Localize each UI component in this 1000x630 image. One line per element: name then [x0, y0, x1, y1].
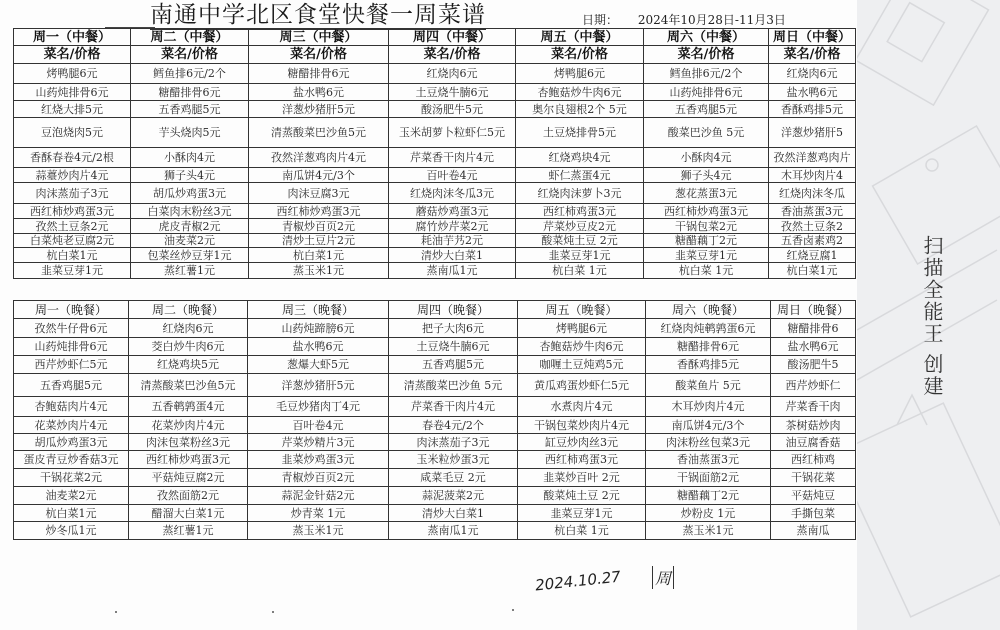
day-header: 周日（晚餐） [771, 301, 856, 319]
day-header: 周二（晚餐） [129, 301, 248, 319]
dish-cell: 糖醋藕丁2元 [646, 487, 771, 505]
dish-cell: 芹菜香干肉片4元 [389, 148, 516, 168]
dish-cell: 香油蒸蛋3元 [646, 451, 771, 469]
date-value: 2024年10月28日-11月3日 [637, 13, 786, 27]
menu-row [14, 505, 856, 522]
scan-speck [272, 611, 274, 613]
dish-cell: 糖醋排骨6元 [131, 84, 249, 101]
dish-cell: 清炒大白菜1 [389, 505, 518, 522]
dish-cell: 南瓜饼4元/3个 [646, 417, 771, 434]
dish-cell: 盐水鸭6元 [249, 84, 389, 101]
dish-cell: 清蒸酸菜巴沙鱼5元 [129, 374, 248, 397]
dish-cell: 红烧豆腐1 [769, 248, 856, 263]
column-subheader: 菜名/价格 [389, 46, 516, 64]
dish-cell: 红烧鸡块5元 [129, 356, 248, 374]
dish-cell: 炒粉皮 1元 [646, 505, 771, 522]
dish-cell: 西芹炒虾仁 [771, 374, 856, 397]
dish-cell: 清炒大白菜1 [389, 248, 516, 263]
dish-cell: 西红柿炒鸡蛋3元 [129, 451, 248, 469]
dish-cell: 青椒炒百页2元 [249, 219, 389, 234]
dish-cell: 白菜肉末粉丝3元 [131, 204, 249, 219]
menu-row [14, 64, 856, 84]
menu-row [14, 522, 856, 540]
dish-cell: 油豆腐香菇 [771, 434, 856, 451]
menu-row [14, 397, 856, 417]
dish-cell: 杭白菜 1元 [518, 522, 646, 540]
dish-cell: 茭白炒牛肉6元 [129, 338, 248, 356]
dish-cell: 木耳炒肉片4 [769, 168, 856, 183]
dish-cell: 平菇炖豆腐2元 [129, 469, 248, 487]
dish-cell: 烤鸭腿6元 [518, 319, 646, 338]
dish-cell: 虎皮青椒2元 [131, 219, 249, 234]
dish-cell: 红烧肉炖鹌鹑蛋6元 [646, 319, 771, 338]
dish-cell: 韭菜豆芽1元 [14, 263, 131, 279]
dish-cell: 虾仁蒸蛋4元 [516, 168, 644, 183]
dish-cell: 西红柿鸡蛋3元 [516, 204, 644, 219]
day-header: 周一（晚餐） [14, 301, 129, 319]
dish-cell: 蒜薹炒肉片4元 [14, 168, 131, 183]
day-header: 周四（中餐） [389, 29, 516, 46]
dish-cell: 蒸南瓜1元 [389, 522, 518, 540]
dish-cell: 醋溜大白菜1元 [129, 505, 248, 522]
menu-row [14, 148, 856, 168]
dish-cell: 把子大肉6元 [389, 319, 518, 338]
dish-cell: 香油蒸蛋3元 [769, 204, 856, 219]
dish-cell: 酸菜炖土豆 2元 [518, 487, 646, 505]
column-subheader: 菜名/价格 [131, 46, 249, 64]
dish-cell: 包菜丝炒豆芽1元 [131, 248, 249, 263]
dish-cell: 肉沫蒸茄子3元 [389, 434, 518, 451]
dish-cell: 韭菜豆芽1元 [518, 505, 646, 522]
dish-cell: 葱花蒸蛋3元 [644, 183, 769, 204]
dish-cell: 孜然洋葱鸡肉片4元 [249, 148, 389, 168]
dish-cell: 五香鸡腿5元 [644, 101, 769, 118]
dish-cell: 五香鸡腿5元 [14, 374, 129, 397]
date-range [582, 11, 786, 28]
dish-cell: 南瓜饼4元/3个 [249, 168, 389, 183]
dish-cell: 酸汤肥牛5 [771, 356, 856, 374]
dish-cell: 蒸红薯1元 [131, 263, 249, 279]
dish-cell: 咸菜毛豆 2元 [389, 469, 518, 487]
watermark-text: 扫描全能王 创建 [920, 235, 944, 398]
dish-cell: 西红柿炒鸡蛋3元 [644, 204, 769, 219]
dish-cell: 玉米胡萝卜粒虾仁5元 [389, 118, 516, 148]
dish-cell: 山药炖蹄膀6元 [248, 319, 389, 338]
menu-row [14, 469, 856, 487]
dish-cell: 韭菜炒百叶 2元 [518, 469, 646, 487]
dish-cell: 孜然土豆条2 [769, 219, 856, 234]
menu-row [14, 84, 856, 101]
dish-cell: 清蒸酸菜巴沙鱼 5元 [389, 374, 518, 397]
dish-cell: 香酥鸡排5元 [646, 356, 771, 374]
dish-cell: 蒸玉米1元 [249, 263, 389, 279]
dish-cell: 小酥肉4元 [131, 148, 249, 168]
dish-cell: 百叶卷4元 [248, 417, 389, 434]
dish-cell: 蛋皮青豆炒香菇3元 [14, 451, 129, 469]
dish-cell: 糖醋排骨6元 [646, 338, 771, 356]
dish-cell: 腐竹炒芹菜2元 [389, 219, 516, 234]
dish-cell: 干锅包菜2元 [644, 219, 769, 234]
dish-cell: 孜然面筋2元 [129, 487, 248, 505]
menu-row [14, 168, 856, 183]
dish-cell: 胡瓜炒鸡蛋3元 [131, 183, 249, 204]
dish-cell: 油麦菜2元 [131, 234, 249, 248]
dish-cell: 红烧肉沫冬瓜3元 [389, 183, 516, 204]
dish-cell: 杭白菜1元 [14, 248, 131, 263]
day-header: 周六（中餐） [644, 29, 769, 46]
dish-cell: 蒸南瓜1元 [389, 263, 516, 279]
dish-cell: 洋葱炒猪肝5元 [248, 374, 389, 397]
dish-cell: 黄瓜鸡蛋炒虾仁5元 [518, 374, 646, 397]
dish-cell: 葱爆大虾5元 [248, 356, 389, 374]
dish-cell: 蒜泥菠菜2元 [389, 487, 518, 505]
dish-cell: 红烧肉沫萝卜3元 [516, 183, 644, 204]
dish-cell: 烤鸭腿6元 [14, 64, 131, 84]
dish-cell: 土豆烧牛腩6元 [389, 84, 516, 101]
menu-row [14, 101, 856, 118]
dish-cell: 红烧鸡块4元 [516, 148, 644, 168]
dish-cell: 蒸玉米1元 [248, 522, 389, 540]
dish-cell: 洋葱炒猪肝5 [769, 118, 856, 148]
day-header: 周四（晚餐） [389, 301, 518, 319]
dish-cell: 肉沫包菜粉丝3元 [129, 434, 248, 451]
dish-cell: 孜然土豆条2元 [14, 219, 131, 234]
dish-cell: 杭白菜1元 [769, 263, 856, 279]
dish-cell: 豆泡烧肉5元 [14, 118, 131, 148]
dish-cell: 孜然牛仔骨6元 [14, 319, 129, 338]
dish-cell: 干锅花菜 [771, 469, 856, 487]
dish-cell: 蘑菇炒鸡蛋3元 [389, 204, 516, 219]
dish-cell: 五香鸡腿5元 [131, 101, 249, 118]
menu-row [14, 118, 856, 148]
dish-cell: 芹菜炒精片3元 [248, 434, 389, 451]
dish-cell: 西红柿炒鸡蛋3元 [14, 204, 131, 219]
dish-cell: 酸菜炖土豆 2元 [516, 234, 644, 248]
menu-row [14, 219, 856, 234]
menu-row [14, 204, 856, 219]
menu-row [14, 338, 856, 356]
day-header: 周三（晚餐） [248, 301, 389, 319]
dish-cell: 干锅包菜炒肉片4元 [518, 417, 646, 434]
menu-row [14, 356, 856, 374]
dish-cell: 茶树菇炒肉 [771, 417, 856, 434]
dish-cell: 杏鲍菇肉片4元 [14, 397, 129, 417]
dish-cell: 山药炖排骨6元 [14, 338, 129, 356]
dish-cell: 香酥鸡排5元 [769, 101, 856, 118]
dish-cell: 五香卤素鸡2 [769, 234, 856, 248]
dish-cell: 杏鲍菇炒牛肉6元 [516, 84, 644, 101]
day-header: 周一（中餐） [14, 29, 131, 46]
dish-cell: 蒜泥金针菇2元 [248, 487, 389, 505]
dish-cell: 杏鲍菇炒牛肉6元 [518, 338, 646, 356]
day-header-row [14, 29, 856, 46]
day-header-row [14, 301, 856, 319]
menu-row [14, 451, 856, 469]
day-header: 周五（中餐） [516, 29, 644, 46]
dish-cell: 炒青菜 1元 [248, 505, 389, 522]
scan-speck [115, 611, 117, 613]
dish-cell: 狮子头4元 [644, 168, 769, 183]
dish-cell: 肉沫豆腐3元 [249, 183, 389, 204]
dish-cell: 木耳炒肉片4元 [646, 397, 771, 417]
dish-cell: 山药炖排骨6元 [14, 84, 131, 101]
scan-speck [512, 609, 514, 611]
menu-row [14, 183, 856, 204]
day-header: 周日（中餐） [769, 29, 856, 46]
dish-cell: 毛豆炒猪肉丁4元 [248, 397, 389, 417]
dish-cell: 香酥春卷4元/2根 [14, 148, 131, 168]
dish-cell: 盐水鸭6元 [771, 338, 856, 356]
dish-cell: 肉沫粉丝包菜3元 [646, 434, 771, 451]
dish-cell: 油麦菜2元 [14, 487, 129, 505]
dish-cell: 酸菜巴沙鱼 5元 [644, 118, 769, 148]
dish-cell: 盐水鸭6元 [248, 338, 389, 356]
dish-cell: 五香鸡腿5元 [389, 356, 518, 374]
dish-cell: 烤鸭腿6元 [516, 64, 644, 84]
dish-cell: 鳕鱼排6元/2个 [131, 64, 249, 84]
dish-cell: 糖醋藕丁2元 [644, 234, 769, 248]
dish-cell: 西红柿鸡蛋3元 [518, 451, 646, 469]
dish-cell: 芋头烧肉5元 [131, 118, 249, 148]
dish-cell: 西红柿炒鸡蛋3元 [249, 204, 389, 219]
dish-cell: 干锅面筋2元 [646, 469, 771, 487]
handwritten-signature: 周 [652, 566, 674, 589]
dish-cell: 韭菜豆芽1元 [516, 248, 644, 263]
dish-cell: 芹菜香干肉 [771, 397, 856, 417]
dish-cell: 花菜炒肉片4元 [129, 417, 248, 434]
day-header: 周三（中餐） [249, 29, 389, 46]
dish-cell: 清炒土豆片2元 [249, 234, 389, 248]
menu-row [14, 263, 856, 279]
page-title: 南通中学北区食堂快餐一周菜谱 [150, 2, 486, 28]
dish-cell: 手撕包菜 [771, 505, 856, 522]
menu-row [14, 487, 856, 505]
menu-row [14, 319, 856, 338]
dish-cell: 五香鹌鹑蛋4元 [129, 397, 248, 417]
handwritten-date: 2024.10.27 [534, 567, 622, 595]
dish-cell: 平菇炖豆 [771, 487, 856, 505]
dish-cell: 红烧肉6元 [129, 319, 248, 338]
menu-row [14, 234, 856, 248]
dish-cell: 蒸玉米1元 [646, 522, 771, 540]
dish-cell: 肉沫蒸茄子3元 [14, 183, 131, 204]
dish-cell: 春卷4元/2个 [389, 417, 518, 434]
dish-cell: 缸豆炒肉丝3元 [518, 434, 646, 451]
dish-cell: 芹菜香干肉片4元 [389, 397, 518, 417]
dish-cell: 玉米粒炒蛋3元 [389, 451, 518, 469]
column-subheader: 菜名/价格 [769, 46, 856, 64]
dish-cell: 胡瓜炒鸡蛋3元 [14, 434, 129, 451]
dinner-menu-table [13, 300, 856, 540]
menu-row [14, 374, 856, 397]
dish-cell: 蒸南瓜 [771, 522, 856, 540]
dish-cell: 杭白菜 1元 [516, 263, 644, 279]
column-subheader: 菜名/价格 [644, 46, 769, 64]
dish-cell: 百叶卷4元 [389, 168, 516, 183]
column-subheader: 菜名/价格 [249, 46, 389, 64]
dish-cell: 洋葱炒猪肝5元 [249, 101, 389, 118]
lunch-menu-table [13, 28, 856, 279]
dish-cell: 土豆烧排骨5元 [516, 118, 644, 148]
dish-cell: 小酥肉4元 [644, 148, 769, 168]
dish-cell: 山药炖排骨6元 [644, 84, 769, 101]
dish-cell: 鳕鱼排6元/2个 [644, 64, 769, 84]
dish-cell: 花菜炒肉片4元 [14, 417, 129, 434]
dish-cell: 蒸红薯1元 [129, 522, 248, 540]
dish-cell: 盐水鸭6元 [769, 84, 856, 101]
dish-cell: 土豆烧牛腩6元 [389, 338, 518, 356]
dish-cell: 炒冬瓜1元 [14, 522, 129, 540]
column-subheader: 菜名/价格 [516, 46, 644, 64]
dish-cell: 水煮肉片4元 [518, 397, 646, 417]
dish-cell: 西芹炒虾仁5元 [14, 356, 129, 374]
dish-cell: 青椒炒百页2元 [248, 469, 389, 487]
dish-cell: 芹菜炒豆皮2元 [516, 219, 644, 234]
dish-cell: 咖喱土豆炖鸡5元 [518, 356, 646, 374]
dish-cell: 孜然洋葱鸡肉片 [769, 148, 856, 168]
dish-cell: 韭菜豆芽1元 [644, 248, 769, 263]
dish-cell: 耗油芋艿2元 [389, 234, 516, 248]
day-header: 周五（晚餐） [518, 301, 646, 319]
dish-cell: 红烧肉沫冬瓜 [769, 183, 856, 204]
dish-cell: 杭白菜1元 [249, 248, 389, 263]
date-label: 日期： [582, 13, 619, 27]
dish-cell: 奥尔良翅根2个 5元 [516, 101, 644, 118]
dish-cell: 红烧肉6元 [769, 64, 856, 84]
day-header: 周二（中餐） [131, 29, 249, 46]
dish-cell: 干锅花菜2元 [14, 469, 129, 487]
column-subheader-row [14, 46, 856, 64]
dish-cell: 白菜炖老豆腐2元 [14, 234, 131, 248]
menu-row [14, 417, 856, 434]
dish-cell: 酸菜鱼片 5元 [646, 374, 771, 397]
column-subheader: 菜名/价格 [14, 46, 131, 64]
dish-cell: 杭白菜1元 [14, 505, 129, 522]
dish-cell: 红烧大排5元 [14, 101, 131, 118]
dish-cell: 西红柿鸡 [771, 451, 856, 469]
dish-cell: 糖醋排骨6 [771, 319, 856, 338]
dish-cell: 糖醋排骨6元 [249, 64, 389, 84]
dish-cell: 韭菜炒鸡蛋3元 [248, 451, 389, 469]
dish-cell: 酸汤肥牛5元 [389, 101, 516, 118]
day-header: 周六（晚餐） [646, 301, 771, 319]
menu-row [14, 434, 856, 451]
dish-cell: 杭白菜 1元 [644, 263, 769, 279]
menu-row [14, 248, 856, 263]
dish-cell: 狮子头4元 [131, 168, 249, 183]
dish-cell: 清蒸酸菜巴沙鱼5元 [249, 118, 389, 148]
dish-cell: 红烧肉6元 [389, 64, 516, 84]
